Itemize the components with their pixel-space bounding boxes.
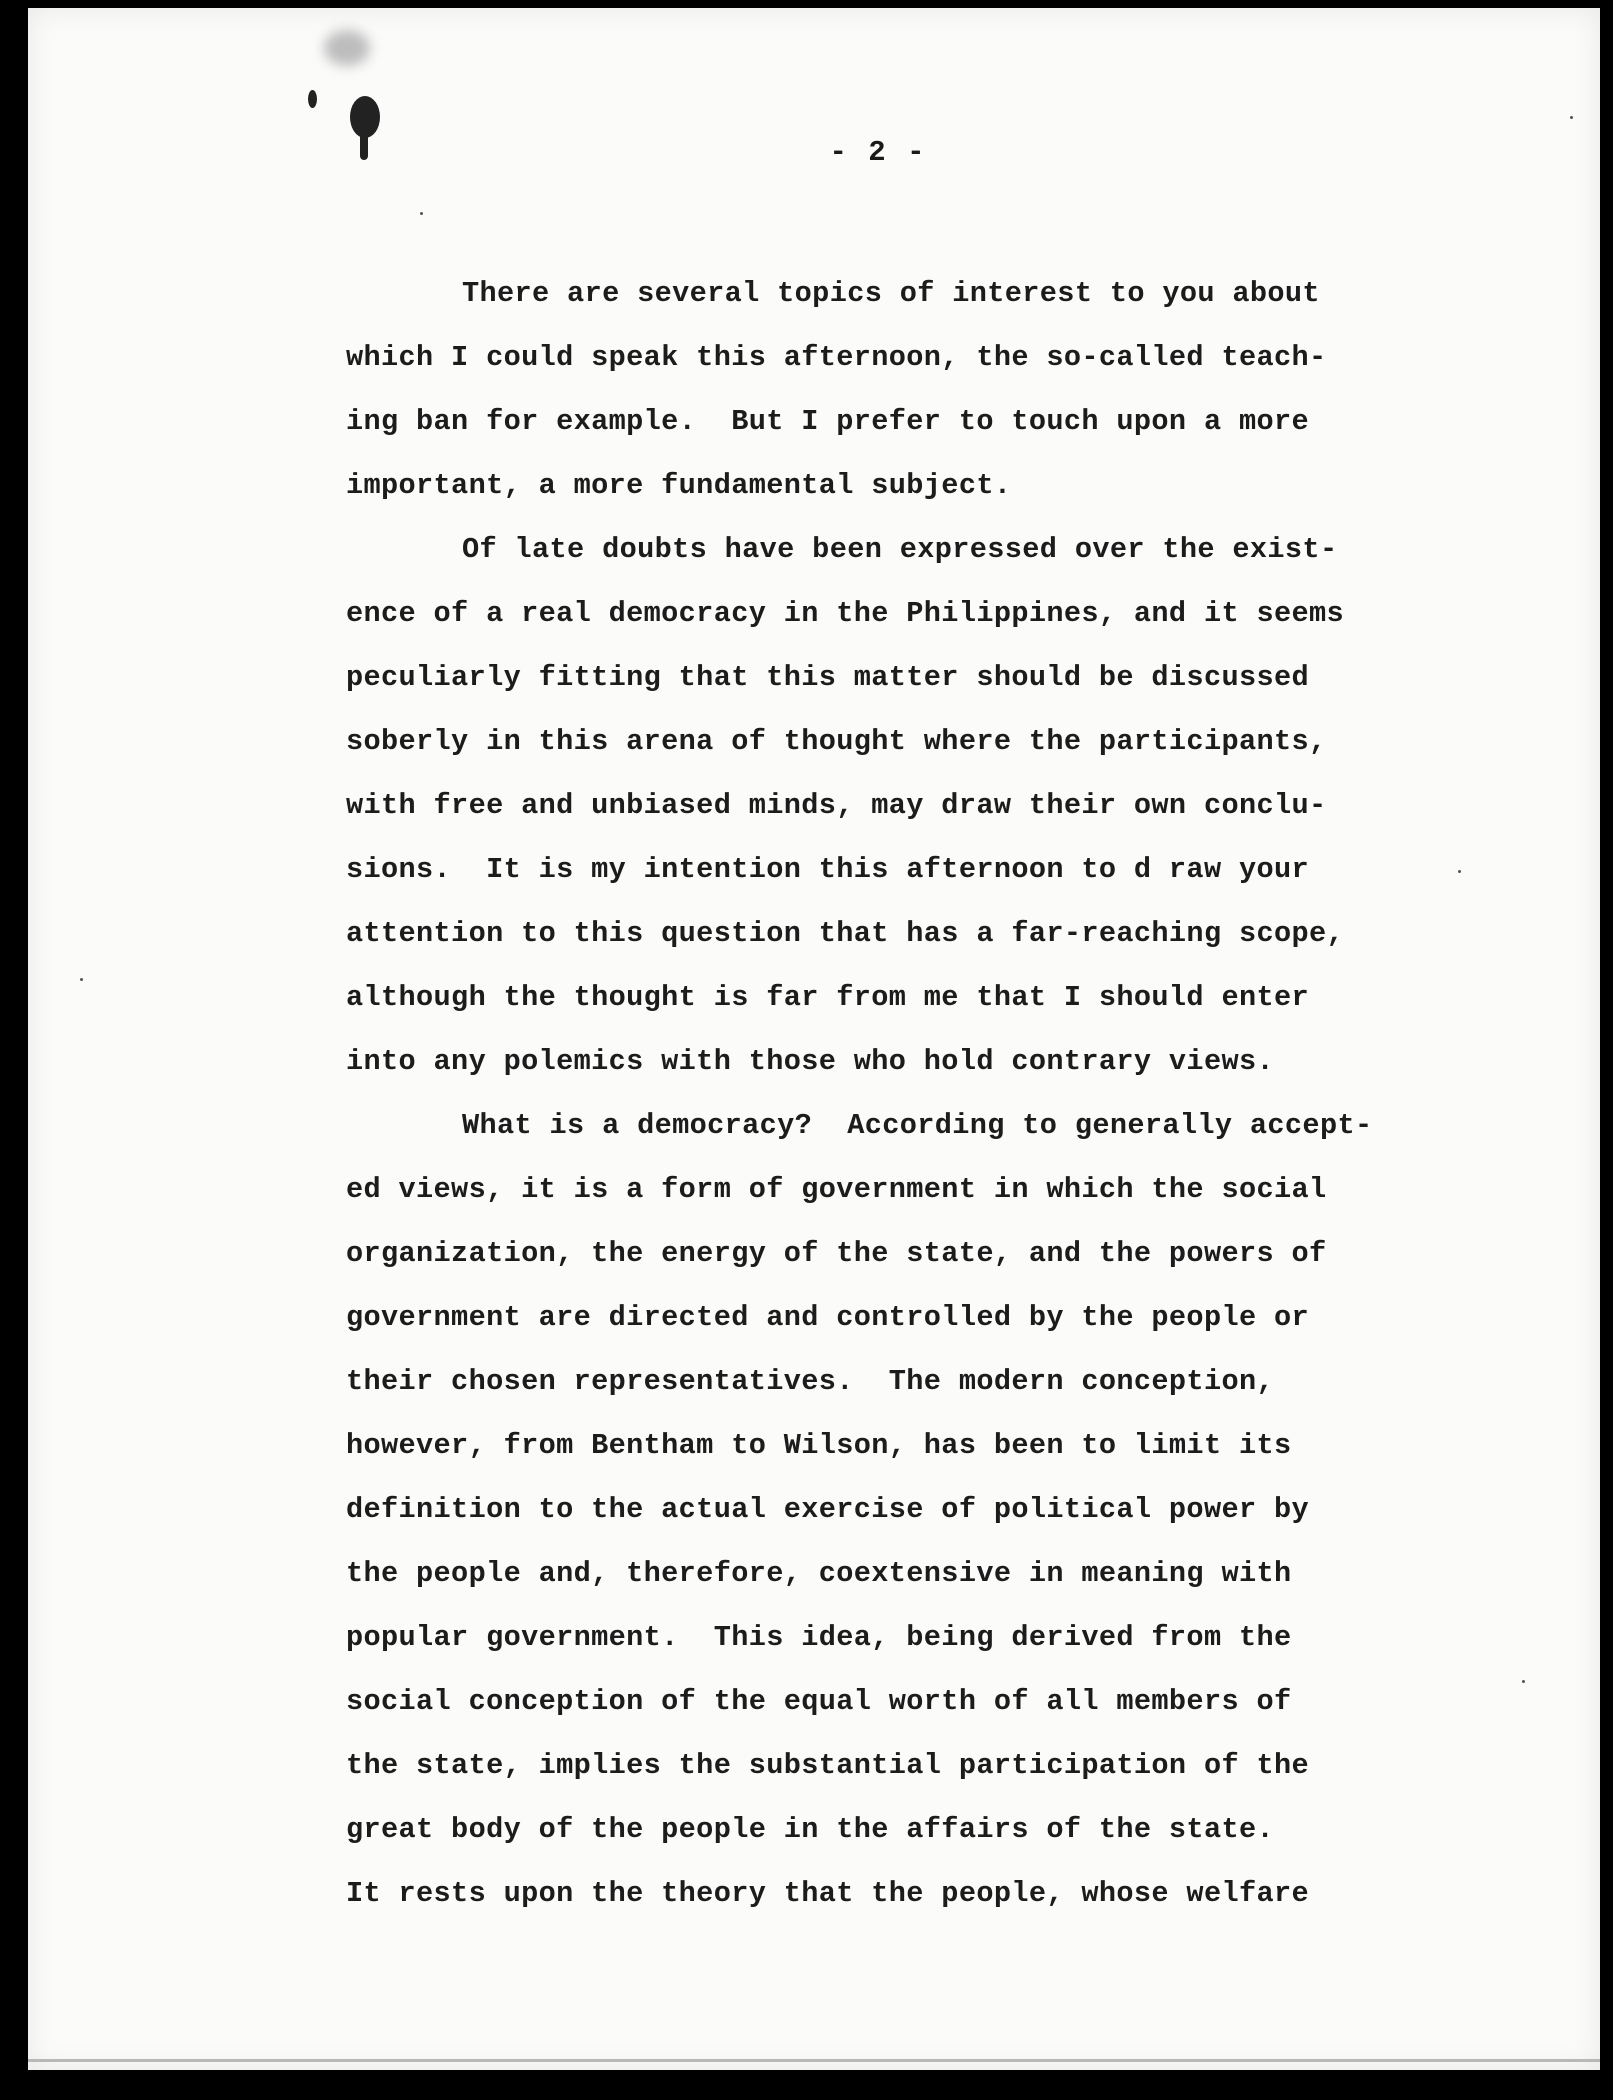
page-number: - 2 - — [829, 136, 927, 169]
text-line: which I could speak this afternoon, the so-called teach- — [346, 341, 1327, 374]
text-line: ing ban for example. But I prefer to touch upon a more — [346, 405, 1309, 438]
typed-page — [28, 8, 1600, 2070]
text-line: great body of the people in the affairs of the state. — [346, 1813, 1274, 1846]
paper-speck — [1522, 1680, 1525, 1683]
text-line: sions. It is my intention this afternoon to d raw your — [346, 853, 1309, 886]
paper-speck — [420, 212, 423, 215]
text-line: their chosen representatives. The modern conception, — [346, 1365, 1274, 1398]
text-line: government are directed and controlled by the people or — [346, 1301, 1309, 1334]
text-line: with free and unbiased minds, may draw their own conclu- — [346, 789, 1327, 822]
text-line: definition to the actual exercise of political power by — [346, 1493, 1309, 1526]
paper-speck — [80, 978, 83, 981]
text-line: however, from Bentham to Wilson, has been to limit its — [346, 1429, 1292, 1462]
text-line: soberly in this arena of thought where the participants, — [346, 725, 1327, 758]
text-line: What is a democracy? According to generally accept- — [462, 1109, 1373, 1142]
paper-speck — [1570, 116, 1573, 119]
text-line: popular government. This idea, being derived from the — [346, 1621, 1292, 1654]
body-text — [346, 262, 1466, 1926]
text-line: the state, implies the substantial participation of the — [346, 1749, 1309, 1782]
text-line: organization, the energy of the state, and the powers of — [346, 1237, 1327, 1270]
ink-smudge — [324, 30, 370, 66]
ink-spot — [308, 90, 317, 108]
text-line: There are several topics of interest to you about — [462, 277, 1320, 310]
text-line: ed views, it is a form of government in which the social — [346, 1173, 1327, 1206]
text-line: attention to this question that has a far-reaching scope, — [346, 917, 1345, 950]
text-line: into any polemics with those who hold contrary views. — [346, 1045, 1274, 1078]
text-line: although the thought is far from me that I should enter — [346, 981, 1309, 1014]
text-line: It rests upon the theory that the people, whose welfare — [346, 1877, 1309, 1910]
text-line: peculiarly fitting that this matter should be discussed — [346, 661, 1309, 694]
text-line: social conception of the equal worth of all members of — [346, 1685, 1292, 1718]
text-line: Of late doubts have been expressed over the exist- — [462, 533, 1338, 566]
text-line: the people and, therefore, coextensive in meaning with — [346, 1557, 1292, 1590]
ink-drip — [360, 130, 368, 160]
text-line: important, a more fundamental subject. — [346, 469, 1012, 502]
text-line: ence of a real democracy in the Philippines, and it seems — [346, 597, 1345, 630]
sheet-bottom-edge — [28, 2059, 1600, 2062]
